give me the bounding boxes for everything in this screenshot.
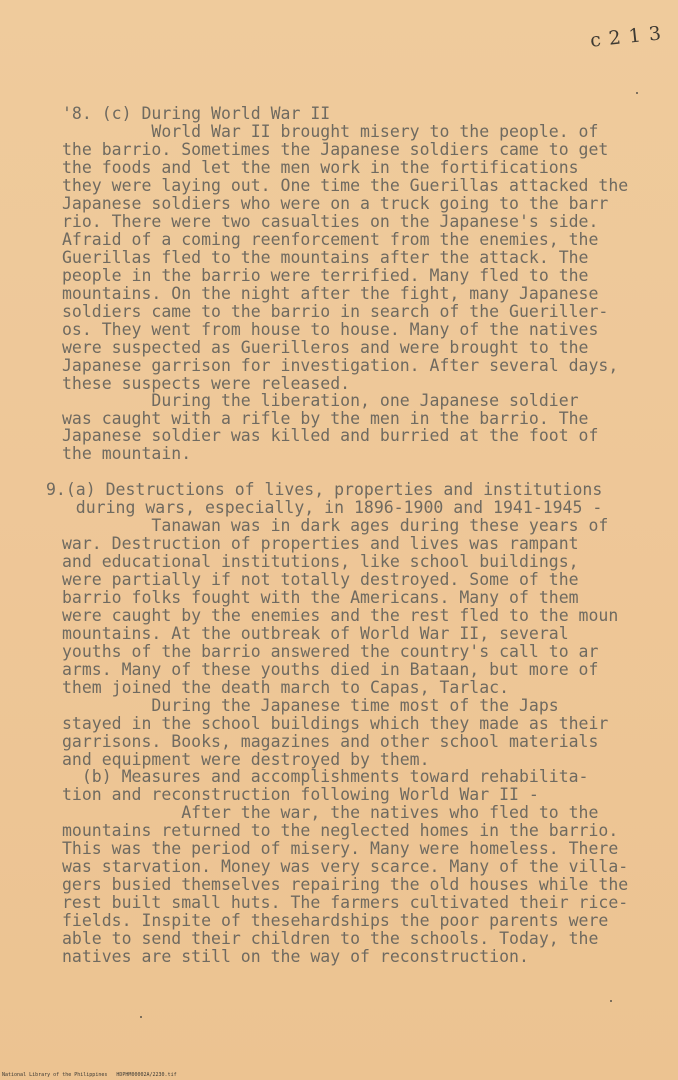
typed-line: natives are still on the way of reconstruction. (62, 947, 529, 966)
typed-line: stayed in the school buildings which they made as their (62, 714, 609, 733)
typed-line: was caught with a rifle by the men in the barrio. The (62, 409, 589, 428)
typed-line: garrisons. Books, magazines and other school materials (62, 732, 599, 751)
typed-line: Tanawan was in dark ages during these years of (62, 516, 609, 535)
typed-line: soldiers came to the barrio in search of the Gueriller- (62, 302, 609, 321)
typed-line: and equipment were destroyed by them. (62, 750, 430, 769)
typed-line: they were laying out. One time the Guerillas attacked the (62, 176, 629, 195)
typed-line: people in the barrio were terrified. Many fled to the (62, 266, 589, 285)
typed-line: After the war, the natives who fled to the (62, 803, 599, 822)
typed-line: fields. Inspite of thesehardships the poor parents were (62, 911, 609, 930)
typed-line: During the Japanese time most of the Japs (62, 696, 559, 715)
typed-line: was starvation. Money was very scarce. Many of the villa- (62, 857, 629, 876)
typed-line: This was the period of misery. Many were homeless. There (62, 839, 619, 858)
typed-line: during wars, especially, in 1896-1900 and 1941-1945 - (46, 498, 603, 517)
page-number: c 2 1 3 (589, 22, 663, 52)
typed-line: rio. There were two casualties on the Japanese's side. (62, 212, 599, 231)
typed-line: these suspects were released. (62, 374, 351, 393)
typed-line: mountains. At the outbreak of World War II, several (62, 624, 569, 643)
typed-line: World War II brought misery to the people. of (62, 122, 599, 141)
ink-speck (636, 92, 638, 94)
typed-line: (b) Measures and accomplishments toward rehabilita- (62, 767, 589, 786)
typed-line: youths of the barrio answered the country's call to ar (62, 642, 599, 661)
typed-line: and educational institutions, like school buildings, (62, 552, 579, 571)
typed-line: rest built small huts. The farmers cultivated their rice- (62, 893, 629, 912)
typed-line: were partially if not totally destroyed. Some of the (62, 570, 579, 589)
typed-line: were caught by the enemies and the rest fled to the moun (62, 606, 619, 625)
typed-line: barrio folks fought with the Americans. Many of them (62, 588, 579, 607)
typed-line: the mountain. (62, 444, 192, 463)
typed-line: '8. (c) During World War II (62, 104, 331, 123)
typed-line: able to send their children to the schools. Today, the (62, 929, 599, 948)
typed-line: Japanese garrison for investigation. After several days, (62, 356, 619, 375)
typed-line: Japanese soldier was killed and burried at the foot of (62, 426, 599, 445)
typed-line: mountains. On the night after the fight, many Japanese (62, 284, 599, 303)
ink-speck (610, 1000, 612, 1002)
typed-line: war. Destruction of properties and lives was rampant (62, 534, 579, 553)
archive-footer: National Library of the Philippines HDPHM00002A/2230.tif (2, 1072, 177, 1078)
typed-line: During the liberation, one Japanese soldier (62, 391, 579, 410)
typed-line: arms. Many of these youths died in Bataan, but more of (62, 660, 599, 679)
typed-line: the barrio. Sometimes the Japanese soldiers came to get (62, 140, 609, 159)
typed-line: were suspected as Guerilleros and were brought to the (62, 338, 589, 357)
typed-line: the foods and let the men work in the fortifications (62, 158, 579, 177)
typed-line: Afraid of a coming reenforcement from the enemies, the (62, 230, 599, 249)
typed-line: tion and reconstruction following World War II - (62, 785, 539, 804)
typed-line: os. They went from house to house. Many of the natives (62, 320, 599, 339)
typed-line: mountains returned to the neglected homes in the barrio. (62, 821, 619, 840)
typed-line: 9.(a) Destructions of lives, properties and institutions (46, 480, 603, 499)
typed-line: them joined the death march to Capas, Tarlac. (62, 678, 510, 697)
typed-line: Japanese soldiers who were on a truck going to the barr (62, 194, 609, 213)
typed-line: Guerillas fled to the mountains after the attack. The (62, 248, 589, 267)
ink-speck (140, 1016, 142, 1018)
typed-line: gers busied themselves repairing the old houses while the (62, 875, 629, 894)
